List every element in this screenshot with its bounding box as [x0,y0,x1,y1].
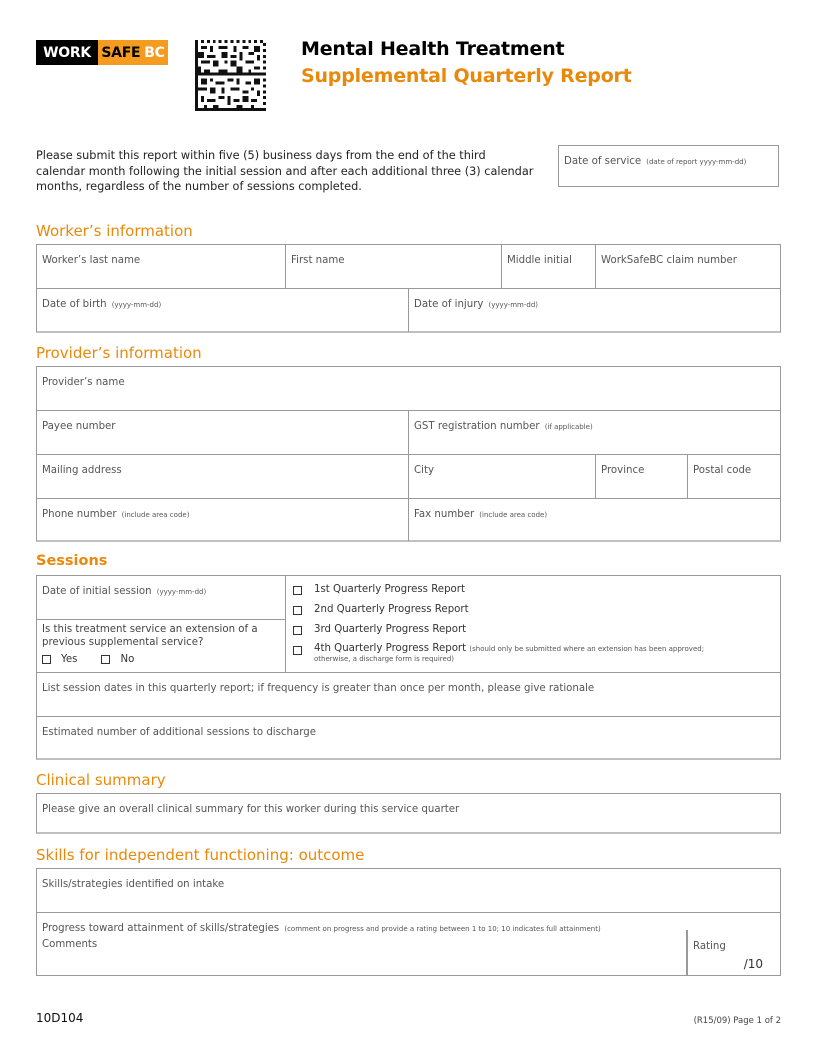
logo-safe-bc [98,40,168,65]
section-heading-providers-information: Provider’s information [36,344,202,362]
initial-session-hint: (yyyy-mm-dd) [156,588,207,596]
instructions-text: Please submit this report within five (5) business days from the end of the third calendar month following the initial session and after each additional three (3) calendar months, regardless of the number of sessions completed. [36,149,534,193]
extension-question-cell [37,620,285,672]
comments-label: Comments [42,939,98,950]
report-1st-checkbox[interactable] [293,586,302,595]
date-of-service-label: Date of service [564,156,642,167]
initial-session-date-field[interactable] [37,576,285,620]
skills-identified-field[interactable] [37,869,780,912]
progress-hint: (comment on progress and provide a rating between 1 to 10; 10 indicates full attainment) [284,925,601,933]
initial-session-label: Date of initial session [42,586,152,597]
extension-yes-option[interactable] [42,654,77,665]
providers-name-label: Provider’s name [42,377,125,388]
estimated-sessions-label: Estimated number of additional sessions to discharge [42,727,316,738]
report-4th-note: (should only be submitted where an extension has been approved; [469,645,705,653]
report-option-1st[interactable] [293,584,774,604]
report-4th-note-continued: otherwise, a discharge form is required) [314,655,454,663]
progress-row [37,930,780,975]
skills-table [36,868,781,976]
providers-name-field[interactable] [37,367,780,410]
yes-checkbox[interactable] [42,655,51,664]
progress-block [37,913,780,975]
fax-number-label: Fax number [414,509,475,520]
date-of-service-field[interactable] [558,145,779,187]
extension-question-label: Is this treatment service an extension of a previous supplemental service? [42,624,258,648]
postal-code-label: Postal code [693,465,752,476]
postal-code-field[interactable] [688,455,780,498]
logo-bc-text: BC [144,44,165,61]
report-2nd-label: 2nd Quarterly Progress Report [314,604,469,615]
form-title: Mental Health Treatment [301,38,565,60]
section-heading-sessions: Sessions [36,553,108,569]
report-3rd-label: 3rd Quarterly Progress Report [314,624,467,635]
fax-number-hint: (include area code) [479,511,548,519]
sessions-table [36,575,781,760]
worker-middle-initial-label: Middle initial [507,255,572,266]
sessions-left-column [37,576,286,672]
city-field[interactable] [409,455,596,498]
payee-number-label: Payee number [42,421,116,432]
gst-number-hint: (if applicable) [544,423,593,431]
logo-work: WORK [36,40,98,65]
progress-header [37,913,780,934]
mailing-address-label: Mailing address [42,465,122,476]
page-info: (R15/09) Page 1 of 2 [693,1016,781,1026]
form-number: 10D104 [36,1011,84,1025]
worker-first-name-field[interactable] [286,245,502,288]
form-subtitle: Supplemental Quarterly Report [301,65,632,87]
extension-options [42,654,280,665]
claim-number-label: WorkSafeBC claim number [601,255,737,266]
section-heading-clinical-summary: Clinical summary [36,771,166,789]
providers-information-table [36,366,781,542]
no-label: No [120,654,135,665]
worksafebc-logo [36,40,168,65]
mailing-address-field[interactable] [37,455,409,498]
clinical-summary-field[interactable] [37,794,780,833]
section-heading-workers-information: Worker’s information [36,222,193,240]
report-option-2nd[interactable] [293,604,774,624]
rating-field[interactable] [687,930,780,975]
progress-label: Progress toward attainment of skills/strategies [42,923,280,934]
logo-safe-text: SAFE [101,44,141,61]
estimated-sessions-field[interactable] [37,717,780,759]
fax-number-field[interactable] [409,499,780,541]
rating-suffix: /10 [743,957,763,971]
clinical-summary-table [36,793,781,834]
session-dates-label: List session dates in this quarterly report; if frequency is greater than once per month, please give rationale [42,683,595,694]
comments-field[interactable] [37,930,687,975]
report-option-3rd[interactable] [293,624,774,644]
quarterly-report-options [286,576,780,672]
yes-label: Yes [61,654,78,665]
section-heading-skills: Skills for independent functioning: outcome [36,846,365,864]
worker-last-name-label: Worker’s last name [42,255,141,266]
claim-number-field[interactable] [596,245,780,288]
gst-number-label: GST registration number [414,421,540,432]
province-field[interactable] [596,455,688,498]
rating-label: Rating [693,941,726,952]
report-3rd-checkbox[interactable] [293,626,302,635]
worker-first-name-label: First name [291,255,345,266]
date-of-service-hint: (date of report yyyy-mm-dd) [646,158,747,166]
gst-number-field[interactable] [409,411,780,454]
phone-number-hint: (include area code) [121,511,190,519]
barcode-icon [195,40,266,111]
clinical-summary-label: Please give an overall clinical summary for this worker during this service quarter [42,804,460,815]
report-4th-label: 4th Quarterly Progress Report [314,643,467,654]
date-of-birth-label: Date of birth [42,299,107,310]
date-of-injury-label: Date of injury [414,299,484,310]
report-4th-checkbox[interactable] [293,646,302,655]
province-label: Province [601,465,645,476]
report-option-4th[interactable] [293,644,774,664]
extension-no-option[interactable] [101,654,134,665]
skills-identified-label: Skills/strategies identified on intake [42,879,225,890]
no-checkbox[interactable] [101,655,110,664]
worker-last-name-field[interactable] [37,245,286,288]
report-1st-label: 1st Quarterly Progress Report [314,584,465,595]
worker-middle-initial-field[interactable] [502,245,596,288]
report-2nd-checkbox[interactable] [293,606,302,615]
date-of-injury-field[interactable] [409,289,780,332]
date-of-birth-field[interactable] [37,289,409,332]
session-dates-field[interactable] [37,673,780,716]
workers-information-table [36,244,781,333]
phone-number-label: Phone number [42,509,117,520]
phone-number-field[interactable] [37,499,409,541]
date-of-injury-hint: (yyyy-mm-dd) [488,301,539,309]
city-label: City [414,465,434,476]
date-of-birth-hint: (yyyy-mm-dd) [111,301,162,309]
payee-number-field[interactable] [37,411,409,454]
